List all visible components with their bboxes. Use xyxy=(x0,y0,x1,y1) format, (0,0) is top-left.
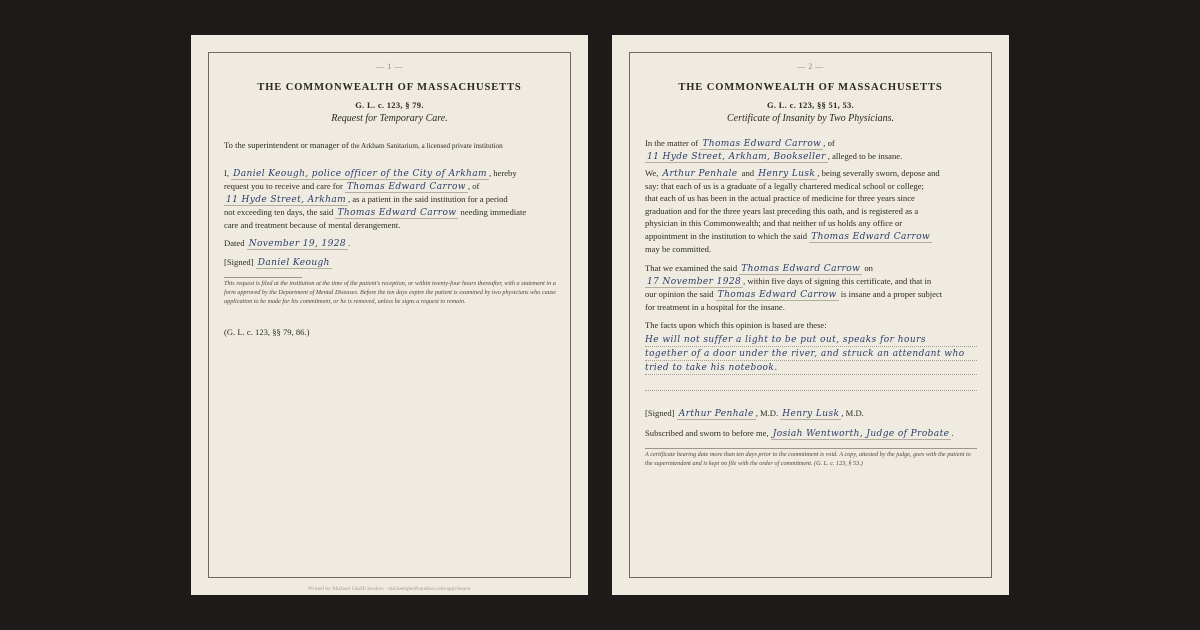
patient-address-field[interactable]: 11 Hyde Street, Arkham, Bookseller xyxy=(647,152,826,162)
physician-1-field[interactable]: Arthur Penhale xyxy=(662,169,738,179)
signature-1-field[interactable]: Arthur Penhale xyxy=(678,409,754,419)
physician-2-field[interactable]: Henry Lusk xyxy=(758,169,816,179)
page-number: — 2 — xyxy=(797,62,824,71)
exam-date-field[interactable]: 17 November 1928 xyxy=(647,277,742,287)
validity-note: A certificate bearing date more than ten days prior to the commitment is void. A copy, attested by the judge, goes with the patient to the superintendent and is kept on file with the order of commitment. (G. L. c. 123, § 53.) xyxy=(645,451,971,467)
note-divider xyxy=(645,448,977,449)
facts-label: The facts upon which this opinion is based are these: xyxy=(645,320,827,330)
oath-paragraph: We, Arthur Penhale and Henry Lusk , being severally sworn, depose and say: that each of us is a graduate of a legally chartered medical school or college; that each of us has been in the actual practice of medicine for three years since graduation and for the three years last preceding this oath, and is registered as a physician in this Commonwealth; and that neither of us holds any office or appointment in the institution to which the said Thomas Edward Carrow may be committed. xyxy=(645,168,940,254)
printer-footer: Printed by Michael Ghelfi Studios · michaelghelfistudios.com/appt/hearsr xyxy=(308,586,471,592)
request-paragraph: I, Daniel Keough, police officer of the City of Arkham , hereby request you to receive and care for Thomas Edward Carrow , of 11 Hyde Street, Arkham , as a patient in the said institution for a period not exceeding ten days, the said Thomas Edward Carrow needing immediate care and treatment because of mental derangement. xyxy=(224,168,527,230)
filing-note: This request is filed at the institution at the time of the patient's reception, or within twenty-four hours thereafter, with a statement in a form approved by the Department of Mental Diseases. Before the ten days expire the patient is examined by two physicians who cause application to be made for his commitment, or he is removed, unless he signs a request to remain. xyxy=(224,280,556,305)
matter-paragraph: In the matter of Thomas Edward Carrow , of 11 Hyde Street, Arkham, Bookseller , alleged to be insane. xyxy=(645,138,903,162)
statute-reference: G. L. c. 123, §§ 51, 53. xyxy=(766,100,854,110)
facts-line-4 xyxy=(645,390,977,391)
patient-name-field-3[interactable]: Thomas Edward Carrow xyxy=(741,264,861,274)
institution-name: the Arkham Sanitarium, a licensed private institution xyxy=(350,142,503,150)
subscribed-line: Subscribed and sworn to before me, Josiah Wentworth, Judge of Probate . xyxy=(645,428,954,439)
examination-paragraph: That we examined the said Thomas Edward Carrow on 17 November 1928 , within five days of signing this certificate, and that in our opinion the said Thomas Edward Carrow is insane and a proper subject for treatment in a hospital for the insane. xyxy=(645,263,943,312)
dated-line: Dated November 19, 1928 . xyxy=(224,238,351,249)
patient-name-field-2[interactable]: Thomas Edward Carrow xyxy=(811,231,931,242)
note-divider xyxy=(224,277,302,278)
patient-name-field[interactable]: Thomas Edward Carrow xyxy=(702,139,822,149)
form-title: THE COMMONWEALTH OF MASSACHUSETTS xyxy=(678,82,943,93)
statute-reference: G. L. c. 123, § 79. xyxy=(355,100,424,110)
form-title: THE COMMONWEALTH OF MASSACHUSETTS xyxy=(257,82,522,93)
page-border xyxy=(629,52,992,578)
statute-citation: (G. L. c. 123, §§ 79, 86.) xyxy=(224,327,310,337)
form-caption: Certificate of Insanity by Two Physicians. xyxy=(726,113,895,124)
patient-address-field[interactable]: 11 Hyde Street, Arkham xyxy=(226,195,347,205)
officer-field[interactable]: Daniel Keough, police officer of the City of Arkham xyxy=(233,169,487,179)
signature-field[interactable]: Daniel Keough xyxy=(257,258,330,268)
form-page-2 xyxy=(612,35,1009,595)
page-number: — 1 — xyxy=(376,62,403,71)
page-border xyxy=(208,52,571,578)
form-page-1 xyxy=(191,35,588,595)
physician-signatures: [Signed] Arthur Penhale , M.D. Henry Lusk , M.D. xyxy=(645,408,864,419)
form-caption: Request for Temporary Care. xyxy=(331,113,448,124)
judge-field[interactable]: Josiah Wentworth, Judge of Probate xyxy=(772,429,950,439)
addressee-line: To the superintendent or manager of the Arkham Sanitarium, a licensed private institution xyxy=(224,140,503,150)
patient-name-field-4[interactable]: Thomas Edward Carrow xyxy=(717,290,837,300)
patient-name-field-2[interactable]: Thomas Edward Carrow xyxy=(337,208,457,218)
date-field[interactable]: November 19, 1928 xyxy=(248,239,347,249)
signed-line: [Signed] Daniel Keough xyxy=(224,257,330,268)
patient-name-field[interactable]: Thomas Edward Carrow xyxy=(346,182,466,192)
facts-field[interactable]: He will not suffer a light to be put out, speaks for hours together of a door under the river, and struck an attendant who tried to take his notebook. xyxy=(645,335,965,373)
signature-2-field[interactable]: Henry Lusk xyxy=(782,409,840,419)
